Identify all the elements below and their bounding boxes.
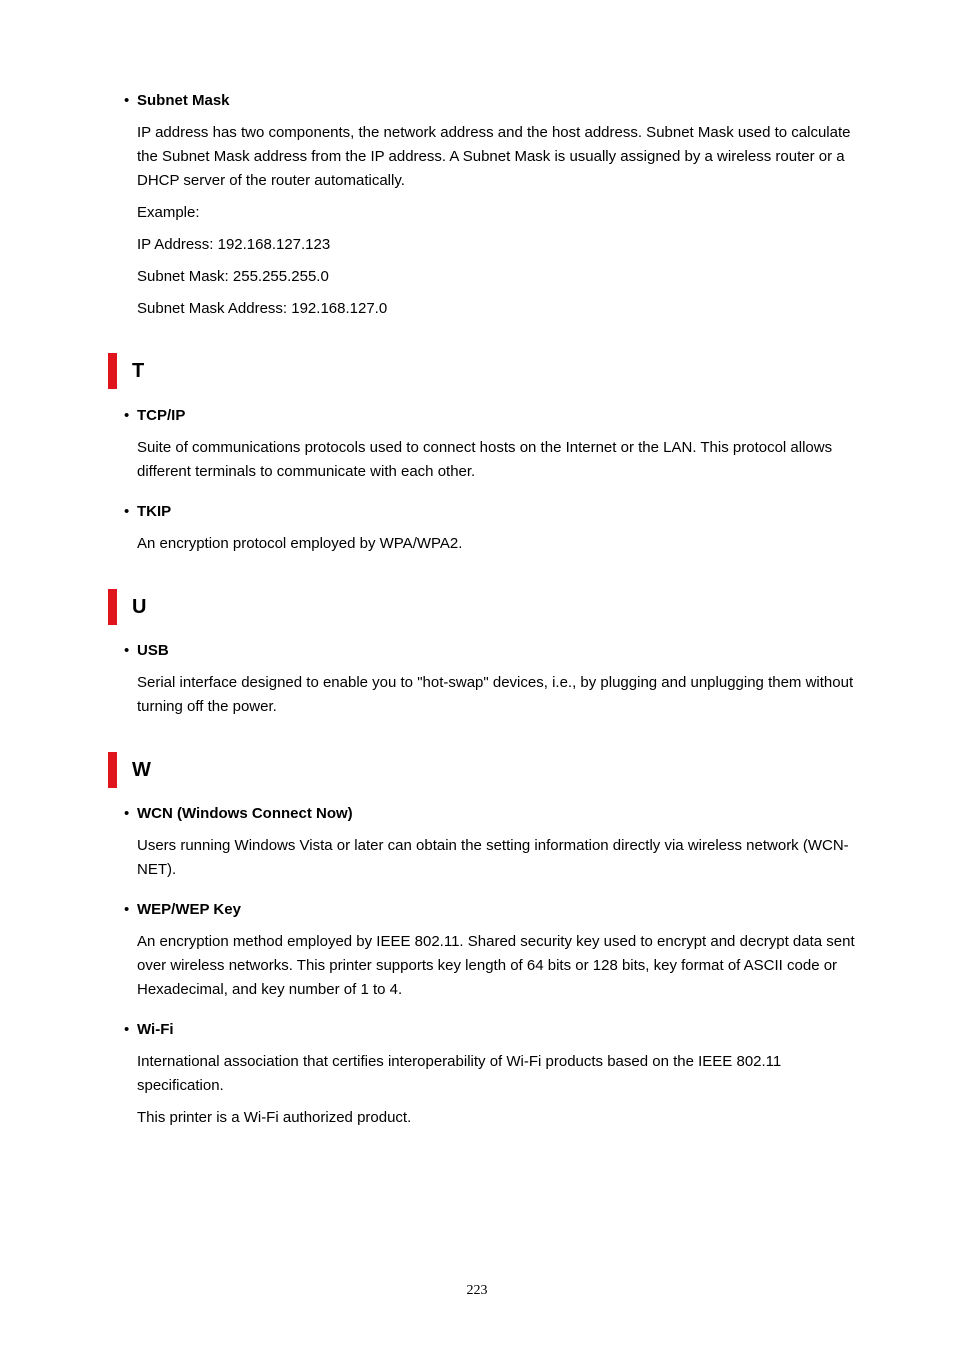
section-letter: W <box>132 759 151 781</box>
tkip-description: An encryption protocol employed by WPA/WPA2. <box>137 535 463 552</box>
subnet-mask-example-mask-address: Subnet Mask Address: 192.168.127.0 <box>137 300 388 317</box>
subnet-mask-example-ip: IP Address: 192.168.127.123 <box>137 236 331 253</box>
term-usb <box>124 641 169 661</box>
bullet: • <box>124 92 130 109</box>
page-number: 223 <box>466 1283 488 1298</box>
term-label: WCN (Windows Connect Now) <box>137 805 353 822</box>
wifi-description: International association that certifies interoperability of Wi-Fi products based on the IEEE 802.11 specification. <box>137 1053 782 1094</box>
term-label: USB <box>137 642 169 659</box>
subnet-mask-example-mask: Subnet Mask: 255.255.255.0 <box>137 268 329 285</box>
section-heading-u <box>108 589 308 625</box>
section-letter: T <box>132 360 145 382</box>
section-heading-w <box>108 752 308 788</box>
subnet-mask-description: IP address has two components, the network address and the host address. Subnet Mask used to calculate the Subnet Mask address from the IP address. A Subnet Mask is usually assigned by a wireless router or a DHCP server of the router automatically. <box>137 124 851 189</box>
term-label: TKIP <box>137 503 172 520</box>
wep-description: An encryption method employed by IEEE 802.11. Shared security key used to encrypt and decrypt data sent over wireless networks. This printer supports key length of 64 bits or 128 bits, key format of ASCII code or Hexadecimal, and key number of 1 to 4. <box>137 933 855 998</box>
tcpip-description: Suite of communications protocols used to connect hosts on the Internet or the LAN. This protocol allows different terminals to communicate with each other. <box>137 439 833 480</box>
section-marker-bar <box>108 752 117 788</box>
bullet: • <box>124 503 130 520</box>
term-label: TCP/IP <box>137 407 186 424</box>
bullet: • <box>124 901 130 918</box>
term-tkip <box>124 502 171 522</box>
term-label: Wi-Fi <box>137 1021 174 1038</box>
subnet-mask-example-label: Example: <box>137 204 200 221</box>
term-tcpip <box>124 406 185 426</box>
bullet: • <box>124 805 130 822</box>
section-heading-t <box>108 353 308 389</box>
section-marker-bar <box>108 353 117 389</box>
section-marker-bar <box>108 589 117 625</box>
term-wep <box>124 900 241 920</box>
wcn-description: Users running Windows Vista or later can obtain the setting information directly via wireless network (WCN-NET). <box>137 837 849 878</box>
usb-description: Serial interface designed to enable you to "hot-swap" devices, i.e., by plugging and unplugging them without turning off the power. <box>137 674 854 715</box>
bullet: • <box>124 407 130 424</box>
term-subnet-mask <box>124 91 230 111</box>
term-wifi <box>124 1020 174 1040</box>
term-label: Subnet Mask <box>137 92 230 109</box>
bullet: • <box>124 1021 130 1038</box>
term-wcn <box>124 804 353 824</box>
term-label: WEP/WEP Key <box>137 901 241 918</box>
bullet: • <box>124 642 130 659</box>
wifi-note: This printer is a Wi-Fi authorized product. <box>137 1109 412 1126</box>
section-letter: U <box>132 596 147 618</box>
